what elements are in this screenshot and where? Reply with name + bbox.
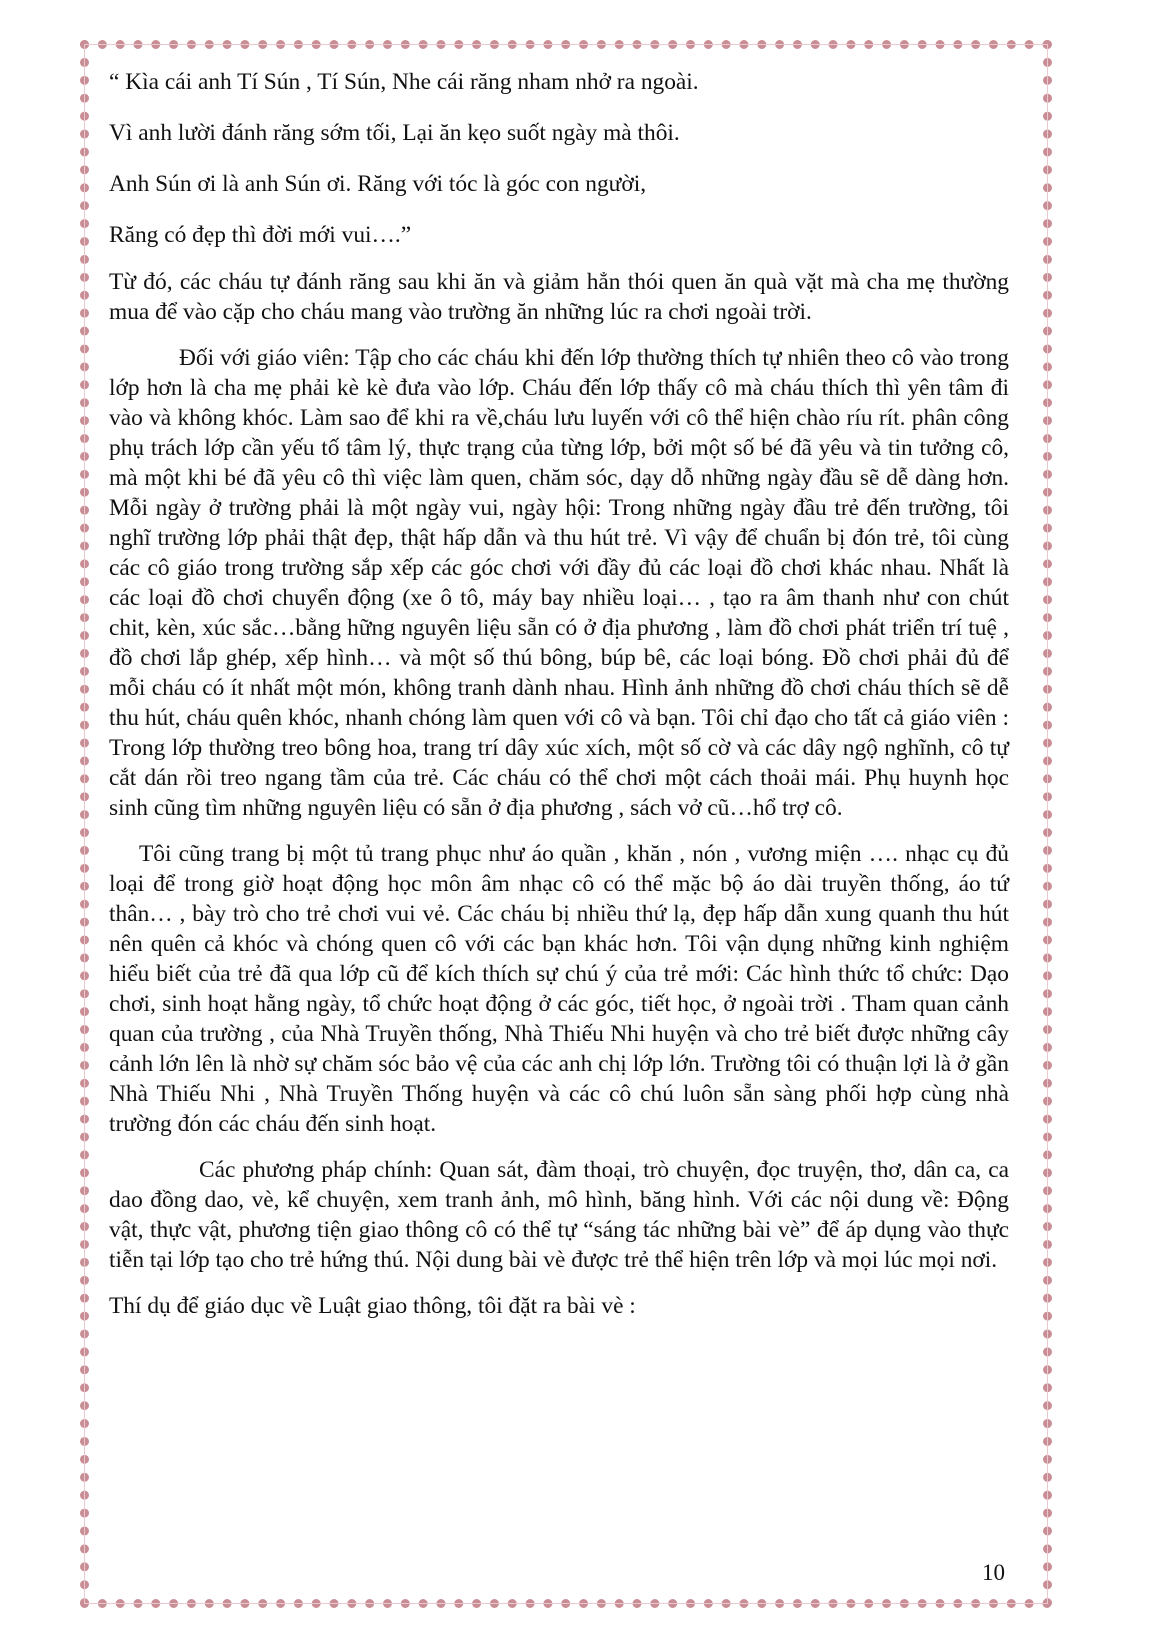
verse-line-4: Răng có đẹp thì đời mới vui….” xyxy=(109,222,412,248)
page-content xyxy=(109,68,1009,1321)
verse-line-1: “ Kìa cái anh Tí Sún , Tí Sún, Nhe cái răng nham nhở ra ngoài. xyxy=(109,69,699,95)
page-number: 10 xyxy=(982,1560,1005,1585)
paragraph-teachers: Đối với giáo viên: Tập cho các cháu khi đến lớp thường thích tự nhiên theo cô vào trong lớp hơn là cha mẹ phải kè kè đưa vào lớp. Cháu đến lớp thấy cô mà cháu thích thì yên tâm đi vào và không khóc. Làm sao để khi ra về,cháu lưu luyến với cô thể hiện chào ríu rít. phân công phụ trách lớp cần yếu tố tâm lý, thực trạng của từng lớp, bởi một số bé đã yêu và tin tưởng cô, mà một khi bé đã yêu cô thì việc làm quen, chăm sóc, dạy dỗ những ngày đầu sẽ dễ dàng hơn. Mỗi ngày ở trường phải là một ngày vui, ngày hội: Trong những ngày đầu trẻ đến trường, tôi nghĩ trường lớp phải thật đẹp, thật hấp dẫn và thu hút trẻ. Vì vậy để chuẩn bị đón trẻ, tôi cùng các cô giáo trong trường sắp xếp các góc chơi với đầy đủ các loại đồ chơi khác nhau. Nhất là các loại đồ chơi chuyển động (xe ô tô, máy bay nhiều loại… , tạo ra âm thanh như con chút chit, kèn, xúc sắc…bằng hững nguyên liệu sẵn có ở địa phương , làm đồ chơi phát triển trí tuệ , đồ chơi lắp ghép, xếp hình… và một số thú bông, búp bê, các loại bóng. Đồ chơi phải đủ để mỗi cháu có ít nhất một món, không tranh dành nhau. Hình ảnh những đồ chơi cháu thích sẽ dễ thu hút, cháu quên khóc, nhanh chóng làm quen với cô và bạn. Tôi chỉ đạo cho tất cả giáo viên : Trong lớp thường treo bông hoa, trang trí dây xúc xích, một số cờ và các dây ngộ nghĩnh, cô tự cắt dán rồi treo ngang tầm của trẻ. Các cháu có thể chơi một cách thoải mái. Phụ huynh học sinh cũng tìm những nguyên liệu có sẵn ở địa phương , sách vở cũ…hổ trợ cô. xyxy=(109,345,1009,821)
paragraph-costumes: Tôi cũng trang bị một tủ trang phục như áo quần , khăn , nón , vương miện …. nhạc cụ đủ loại để trong giờ hoạt động học môn âm nhạc cô có thể mặc bộ áo dài truyền thống, áo tứ thân… , bày trò cho trẻ chơi vui vẻ. Các cháu bị nhiều thứ lạ, đẹp hấp dẫn xung quanh thu hút nên quên cả khóc và chóng quen cô với các bạn khác hơn. Tôi vận dụng những kinh nghiệm hiểu biết của trẻ đã qua lớp cũ để kích thích sự chú ý của trẻ mới: Các hình thức tổ chức: Dạo chơi, sinh hoạt hằng ngày, tổ chức hoạt động ở các góc, tiết học, ở ngoài trời . Tham quan cảnh quan của trường , của Nhà Truyền thống, Nhà Thiếu Nhi huyện và cho trẻ biết được những cây cảnh lớn lên là nhờ sự chăm sóc bảo vệ của các anh chị lớp lớn. Trường tôi có thuận lợi là ở gần Nhà Thiếu Nhi , Nhà Truyền Thống huyện và các cô chú luôn sẵn sàng phối hợp cùng nhà trường đón các cháu đến sinh hoạt. xyxy=(109,841,1009,1137)
paragraph-methods: Các phương pháp chính: Quan sát, đàm thoại, trò chuyện, đọc truyện, thơ, dân ca, ca dao đồng dao, vè, kể chuyện, xem tranh ảnh, mô hình, băng hình. Với các nội dung về: Động vật, thực vật, phương tiện giao thông cô có thể tự “sáng tác những bài vè” để áp dụng vào thực tiễn tại lớp tạo cho trẻ hứng thú. Nội dung bài vè được trẻ thể hiện trên lớp và mọi lúc mọi nơi. xyxy=(109,1157,1009,1273)
paragraph-result: Từ đó, các cháu tự đánh răng sau khi ăn và giảm hẳn thói quen ăn quà vặt mà cha mẹ thường mua để vào cặp cho cháu mang vào trường ăn những lúc ra chơi ngoài trời. xyxy=(109,269,1009,325)
verse-line-3: Anh Sún ơi là anh Sún ơi. Răng với tóc là góc con người, xyxy=(109,171,647,197)
paragraph-example: Thí dụ để giáo dục về Luật giao thông, tôi đặt ra bài vè : xyxy=(109,1293,636,1319)
verse-line-2: Vì anh lười đánh răng sớm tối, Lại ăn kẹo suốt ngày mà thôi. xyxy=(109,120,680,146)
